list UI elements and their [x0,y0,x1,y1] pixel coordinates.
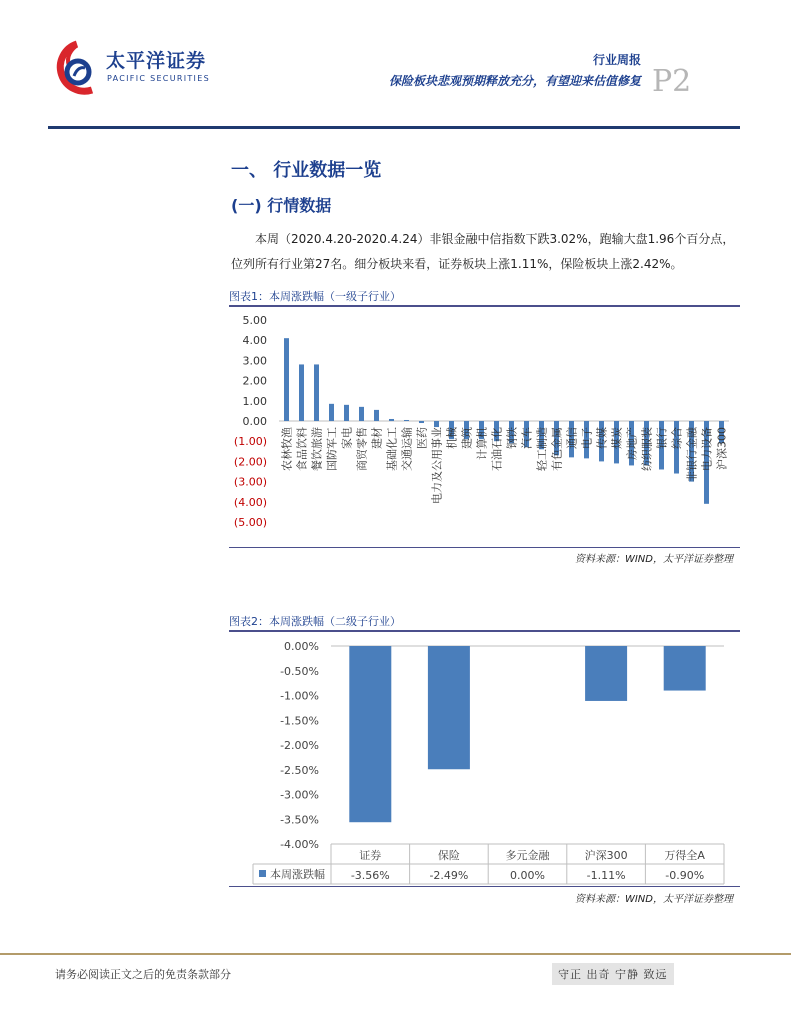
summary-paragraph: 本周（2020.4.20-2020.4.24）非银金融中信指数下跌3.02%，跑输大盘1.96个百分点，位列所有行业第27名。细分板块来看，证券板块上涨1.11%，保险板块上涨2.42%。 [231,232,735,271]
figure1-top-rule [229,305,740,307]
y-tick-label: -0.50% [280,664,319,678]
company-logo [52,38,212,98]
x-tick-label: 证券 [359,849,382,862]
bar [404,420,409,421]
y-tick-label: -3.50% [280,813,319,827]
figure1-bottom-rule [229,547,740,548]
x-tick-label: 交通运输 [400,427,414,471]
bar [585,646,627,701]
x-tick-label: 国防军工 [325,427,339,471]
logo-emblem-icon [52,38,102,98]
bar [314,364,319,421]
figure2-bottom-rule [229,886,740,887]
data-label: -2.49% [429,869,469,882]
y-tick-label: (1.00) [233,435,267,449]
x-tick-label: 电力及公用事业 [430,427,444,504]
x-tick-label: 煤炭 [610,427,624,449]
x-tick-label: 银行 [655,427,669,449]
x-tick-label: 医药 [415,427,429,449]
bar [344,405,349,421]
y-tick-label: 0.00% [284,640,319,653]
x-tick-label: 房地产 [625,427,639,460]
y-tick-label: (5.00) [233,516,267,529]
bar [299,364,304,421]
section-heading: 一、 行业数据一览 [231,160,382,181]
y-tick-label: -2.00% [280,739,319,752]
figure2-top-rule [229,630,740,632]
x-tick-label: 轻工制造 [535,427,549,471]
data-label: 0.00% [510,869,545,882]
y-tick-label: (2.00) [233,455,267,469]
subsection-heading: (一) 行情数据 [231,196,332,215]
x-tick-label: 有色金属 [550,427,564,471]
y-tick-label: 4.00 [242,334,267,348]
y-tick-label: -4.00% [280,838,319,851]
bar [419,421,424,423]
figure2-source: 资料来源：WIND，太平洋证券整理 [574,894,733,905]
footer-motto: 守正 出奇 宁静 致远 [552,963,674,985]
y-tick-label: -2.50% [280,763,319,777]
report-title: 保险板块悲观预期释放充分，有望迎来估值修复 [388,74,641,88]
x-tick-label: 沪深300 [584,849,628,862]
data-label: -0.90% [665,869,705,882]
y-tick-label: 3.00 [242,354,267,368]
x-tick-label: 机械 [445,427,459,449]
x-tick-label: 电力设备 [700,427,714,471]
company-name-cn: 太平洋证券 [106,50,207,72]
figure1-source: 资料来源：WIND，太平洋证券整理 [574,554,733,565]
x-tick-label: 传媒 [595,427,609,449]
figure2-title: 图表2：本周涨跌幅（二级子行业） [229,615,401,628]
x-tick-label: 沪深300 [715,427,729,470]
x-tick-label: 汽车 [520,427,534,449]
legend-swatch [259,870,266,877]
bar [428,646,470,769]
x-tick-label: 家电 [340,427,354,449]
bar [359,407,364,421]
y-tick-label: -1.50% [280,714,319,728]
header-divider [48,126,740,129]
y-tick-label: -3.00% [280,788,319,802]
company-name-en: PACIFIC SECURITIES [107,74,210,83]
x-tick-label: 建材 [370,427,384,449]
report-type: 行业周报 [592,53,641,67]
x-tick-label: 万得全A [664,849,705,862]
x-tick-label: 商贸零售 [355,427,369,471]
x-tick-label: 电子 [580,427,594,449]
bar [664,646,706,691]
y-tick-label: (4.00) [233,495,267,509]
x-tick-label: 通信 [565,427,579,449]
x-tick-label: 计算机 [475,427,489,460]
x-tick-label: 食品饮料 [295,427,309,471]
bar [389,419,394,421]
y-tick-label: 0.00 [242,415,267,428]
y-tick-label: 1.00 [242,394,267,408]
x-tick-label: 农林牧渔 [280,427,294,471]
x-tick-label: 石油石化 [490,427,504,471]
x-tick-label: 钢铁 [505,427,519,449]
footer-divider [0,953,791,955]
figure1-chart [229,308,740,546]
figure1-title: 图表1：本周涨跌幅（一级子行业） [229,290,401,303]
x-tick-label: 纺织服装 [640,427,654,471]
data-label: -1.11% [586,869,626,882]
y-tick-label: (3.00) [233,475,267,489]
page-number: P2 [652,64,692,99]
bar [329,404,334,421]
bar [284,338,289,421]
x-tick-label: 建筑 [460,427,474,449]
bar [434,421,439,427]
y-tick-label: -1.00% [280,689,319,703]
y-tick-label: 5.00 [242,314,267,327]
x-tick-label: 保险 [437,849,460,862]
x-tick-label: 综合 [670,427,684,449]
bar [374,410,379,421]
x-tick-label: 餐饮旅游 [310,427,324,471]
x-tick-label: 基础化工 [385,427,399,471]
figure2-chart [229,633,740,885]
data-label: -3.56% [350,869,390,882]
footer-disclaimer: 请务必阅读正文之后的免责条款部分 [55,968,231,981]
bar [349,646,391,822]
legend-label: 本周涨跌幅 [270,868,325,881]
x-tick-label: 非银行金融 [685,427,699,482]
x-tick-label: 多元金融 [505,849,550,862]
y-tick-label: 2.00 [242,374,267,388]
